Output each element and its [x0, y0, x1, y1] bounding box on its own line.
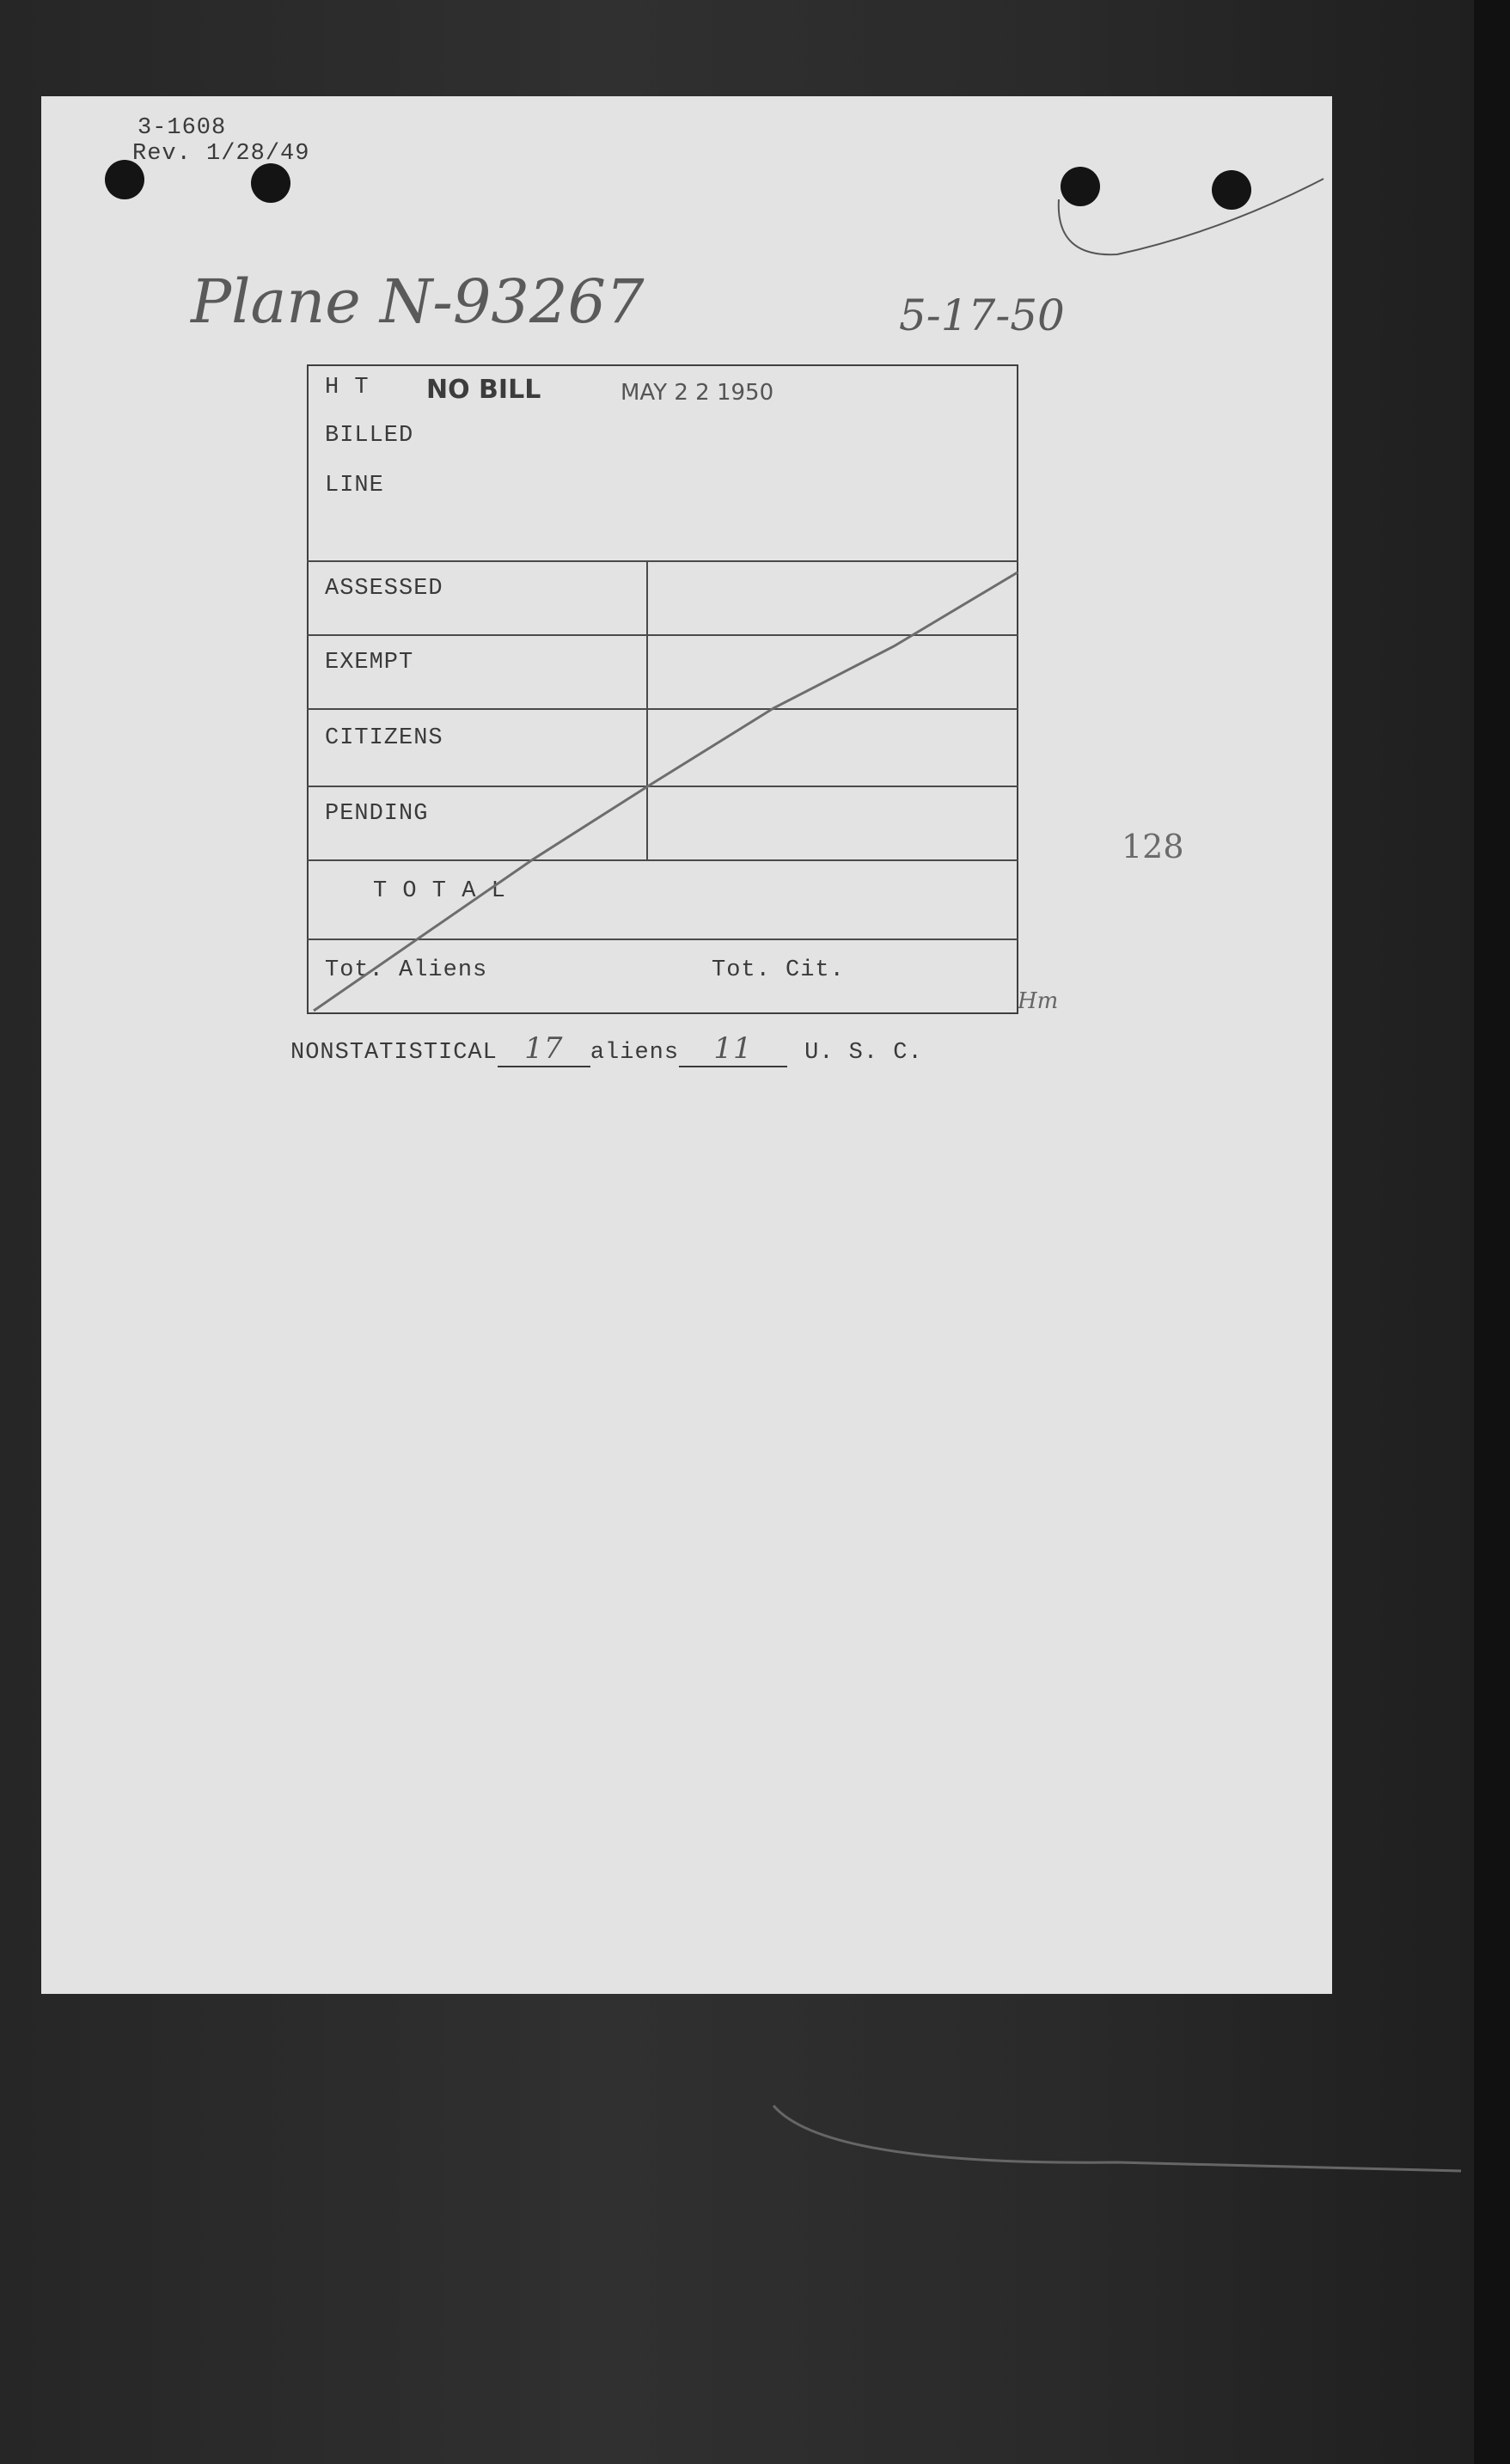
label-pending: PENDING [325, 801, 429, 827]
page-number: 128 [1122, 828, 1184, 865]
usc-count: 11 [713, 1031, 753, 1066]
nonstatistical-label: NONSTATISTICAL [290, 1040, 498, 1066]
aliens-count-field [498, 1031, 590, 1067]
row-divider [307, 634, 1018, 636]
handwritten-plane: Plane N-93267 [191, 266, 645, 337]
punch-hole-left-2 [251, 163, 290, 203]
date-stamp: MAY 2 2 1950 [621, 380, 774, 406]
label-tot-aliens: Tot. Aliens [325, 957, 488, 983]
scan-edge-strip [1474, 0, 1510, 2464]
usc-label: U. S. C. [804, 1040, 923, 1066]
form-number: 3-1608 [138, 115, 227, 141]
punch-hole-right-1 [1061, 167, 1100, 206]
aliens-count: 17 [524, 1031, 564, 1066]
row-divider [307, 859, 1018, 861]
form-revision: Rev. 1/28/49 [132, 141, 310, 167]
label-total: T O T A L [373, 878, 506, 904]
nonstatistical-line [290, 1031, 923, 1067]
aliens-label: aliens [590, 1040, 680, 1066]
punch-hole-right-2 [1212, 170, 1251, 210]
label-citizens: CITIZENS [325, 725, 443, 751]
label-ht: H T [325, 375, 370, 400]
row-divider [307, 708, 1018, 710]
row-divider [307, 939, 1018, 940]
label-line: LINE [325, 473, 384, 498]
row-divider [307, 560, 1018, 562]
usc-count-field [679, 1031, 787, 1067]
label-exempt: EXEMPT [325, 650, 414, 676]
label-tot-cit: Tot. Cit. [712, 957, 845, 983]
label-billed: BILLED [325, 423, 414, 449]
label-assessed: ASSESSED [325, 576, 443, 602]
handwritten-date: 5-17-50 [899, 290, 1065, 340]
no-bill-stamp: NO BILL [426, 375, 541, 405]
form-table [307, 364, 1018, 1014]
handwritten-initials: Hm [1018, 988, 1059, 1014]
row-divider [307, 786, 1018, 787]
column-divider [646, 560, 648, 859]
